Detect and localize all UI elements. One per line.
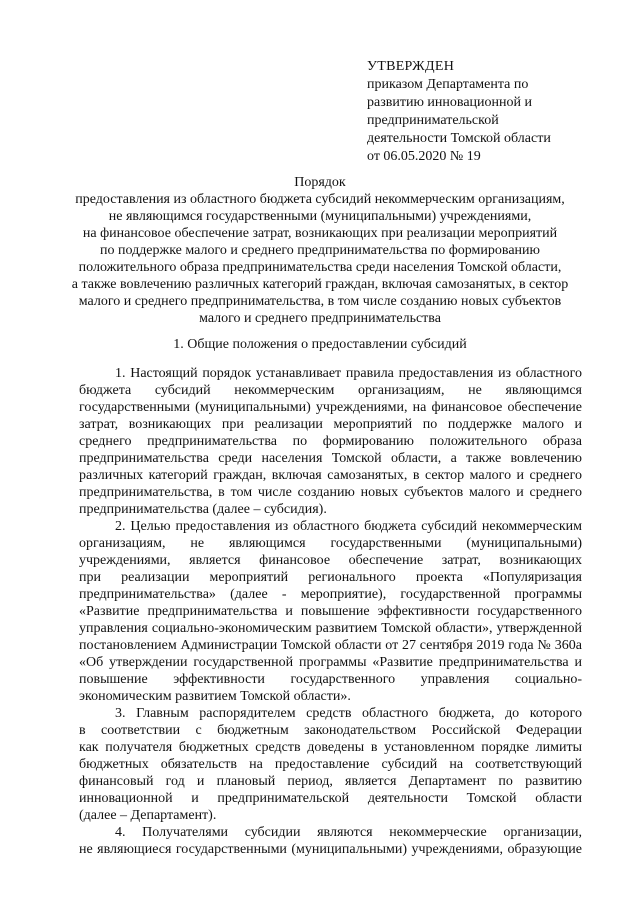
approval-line: деятельности Томской области	[367, 131, 551, 146]
approval-line: от 06.05.2020 № 19	[367, 149, 481, 164]
title-line: малого и среднего предпринимательства	[199, 311, 441, 326]
paragraph-2-line: при реализации мероприятий регионального проекта «Популяризация	[79, 570, 582, 585]
paragraph-4-line: 4. Получателями субсидии являются некоммерческие организации,	[115, 825, 582, 840]
paragraph-2-line: повышение эффективности государственного управления социально-	[79, 672, 582, 687]
title-line: предоставления из областного бюджета субсидий некоммерческим организациям,	[75, 192, 565, 207]
paragraph-3-line: в соответствии с бюджетным законодательством Российской Федерации	[79, 723, 582, 738]
paragraph-3-line: инновационной и предпринимательской деятельности Томской области	[79, 791, 582, 806]
paragraph-3-line: бюджетных обязательств на предоставление субсидий на соответствующий	[79, 757, 582, 772]
paragraph-1-line: 1. Настоящий порядок устанавливает правила предоставления из областного	[115, 366, 582, 381]
paragraph-2-line: экономическим развитием Томской области».	[79, 689, 351, 704]
approval-title: УТВЕРЖДЕН	[367, 59, 455, 74]
paragraph-3-line: 3. Главным распорядителем средств областного бюджета, до которого	[115, 706, 582, 721]
title-line: на финансовое обеспечение затрат, возникающих при реализации мероприятий	[82, 226, 558, 241]
title-line: а также вовлечению различных категорий граждан, включая самозанятых, в сектор	[71, 277, 569, 292]
paragraph-2-line: управления социально-экономическим развитием Томской области», утвержденной	[79, 621, 582, 636]
approval-stamp	[367, 58, 617, 166]
paragraph-3-line: финансовый год и плановый период, является Департамент по развитию	[79, 774, 582, 789]
title-line: малого и среднего предпринимательства, в том числе созданию новых субъектов	[78, 294, 562, 309]
paragraph-2-line: «Развитие предпринимательства и повышение эффективности государственного	[79, 604, 582, 619]
paragraph-4-line: не являющиеся государственными (муниципальными) учреждениями, образующие	[79, 842, 582, 857]
paragraph-1-line: бюджета субсидий некоммерческим организациям, не являющимся	[79, 383, 582, 398]
paragraph-1-line: различных категорий граждан, включая самозанятых, в сектор малого и среднего	[79, 468, 582, 483]
paragraph-1-line: предпринимательства, в том числе созданию новых субъектов малого и среднего	[79, 485, 582, 500]
title-line: не являющимся государственными (муниципальными) учреждениями,	[108, 209, 532, 224]
paragraph-2-line: учреждениями, является финансовое обеспечение затрат, возникающих	[79, 553, 582, 568]
paragraph-2-line: «Об утверждении государственной программы «Развитие предпринимательства и	[79, 655, 582, 670]
paragraph-1-line: затрат, возникающих при реализации мероприятий по поддержке малого и	[79, 417, 582, 432]
paragraph-2-line: предпринимательства» (далее - мероприятие), государственной программы	[79, 587, 582, 602]
section-heading: 1. Общие положения о предоставлении субсидий	[173, 337, 467, 352]
approval-line: развитию инновационной и	[367, 95, 532, 110]
approval-line: предпринимательской	[367, 113, 499, 128]
paragraph-1-line: среднего предпринимательства по формированию положительного образа	[79, 434, 582, 449]
body-text	[79, 365, 582, 858]
paragraph-2-line: организациям, не являющимся государственными (муниципальными)	[79, 536, 582, 551]
paragraph-2-line: 2. Целью предоставления из областного бюджета субсидий некоммерческим	[115, 519, 582, 534]
paragraph-3-line: как получателя бюджетных средств доведены в установленном порядке лимиты	[79, 740, 582, 755]
paragraph-3-line: (далее – Департамент).	[79, 808, 217, 823]
paragraph-2-line: постановлением Администрации Томской области от 27 сентября 2019 года № 360а	[79, 638, 582, 653]
paragraph-1-line: предпринимательства среди населения Томской области, а также вовлечению	[79, 451, 582, 466]
title-line: Порядок	[294, 175, 346, 190]
paragraph-1-line: государственными (муниципальными) учреждениями, на финансовое обеспечение	[79, 400, 582, 415]
title-line: по поддержке малого и среднего предпринимательства по формированию	[99, 243, 540, 258]
document-title	[40, 174, 600, 327]
approval-line: приказом Департамента по	[367, 77, 529, 92]
paragraph-1-line: предпринимательства (далее – субсидия).	[79, 502, 327, 517]
title-line: положительного образа предпринимательства среди населения Томской области,	[78, 260, 562, 275]
